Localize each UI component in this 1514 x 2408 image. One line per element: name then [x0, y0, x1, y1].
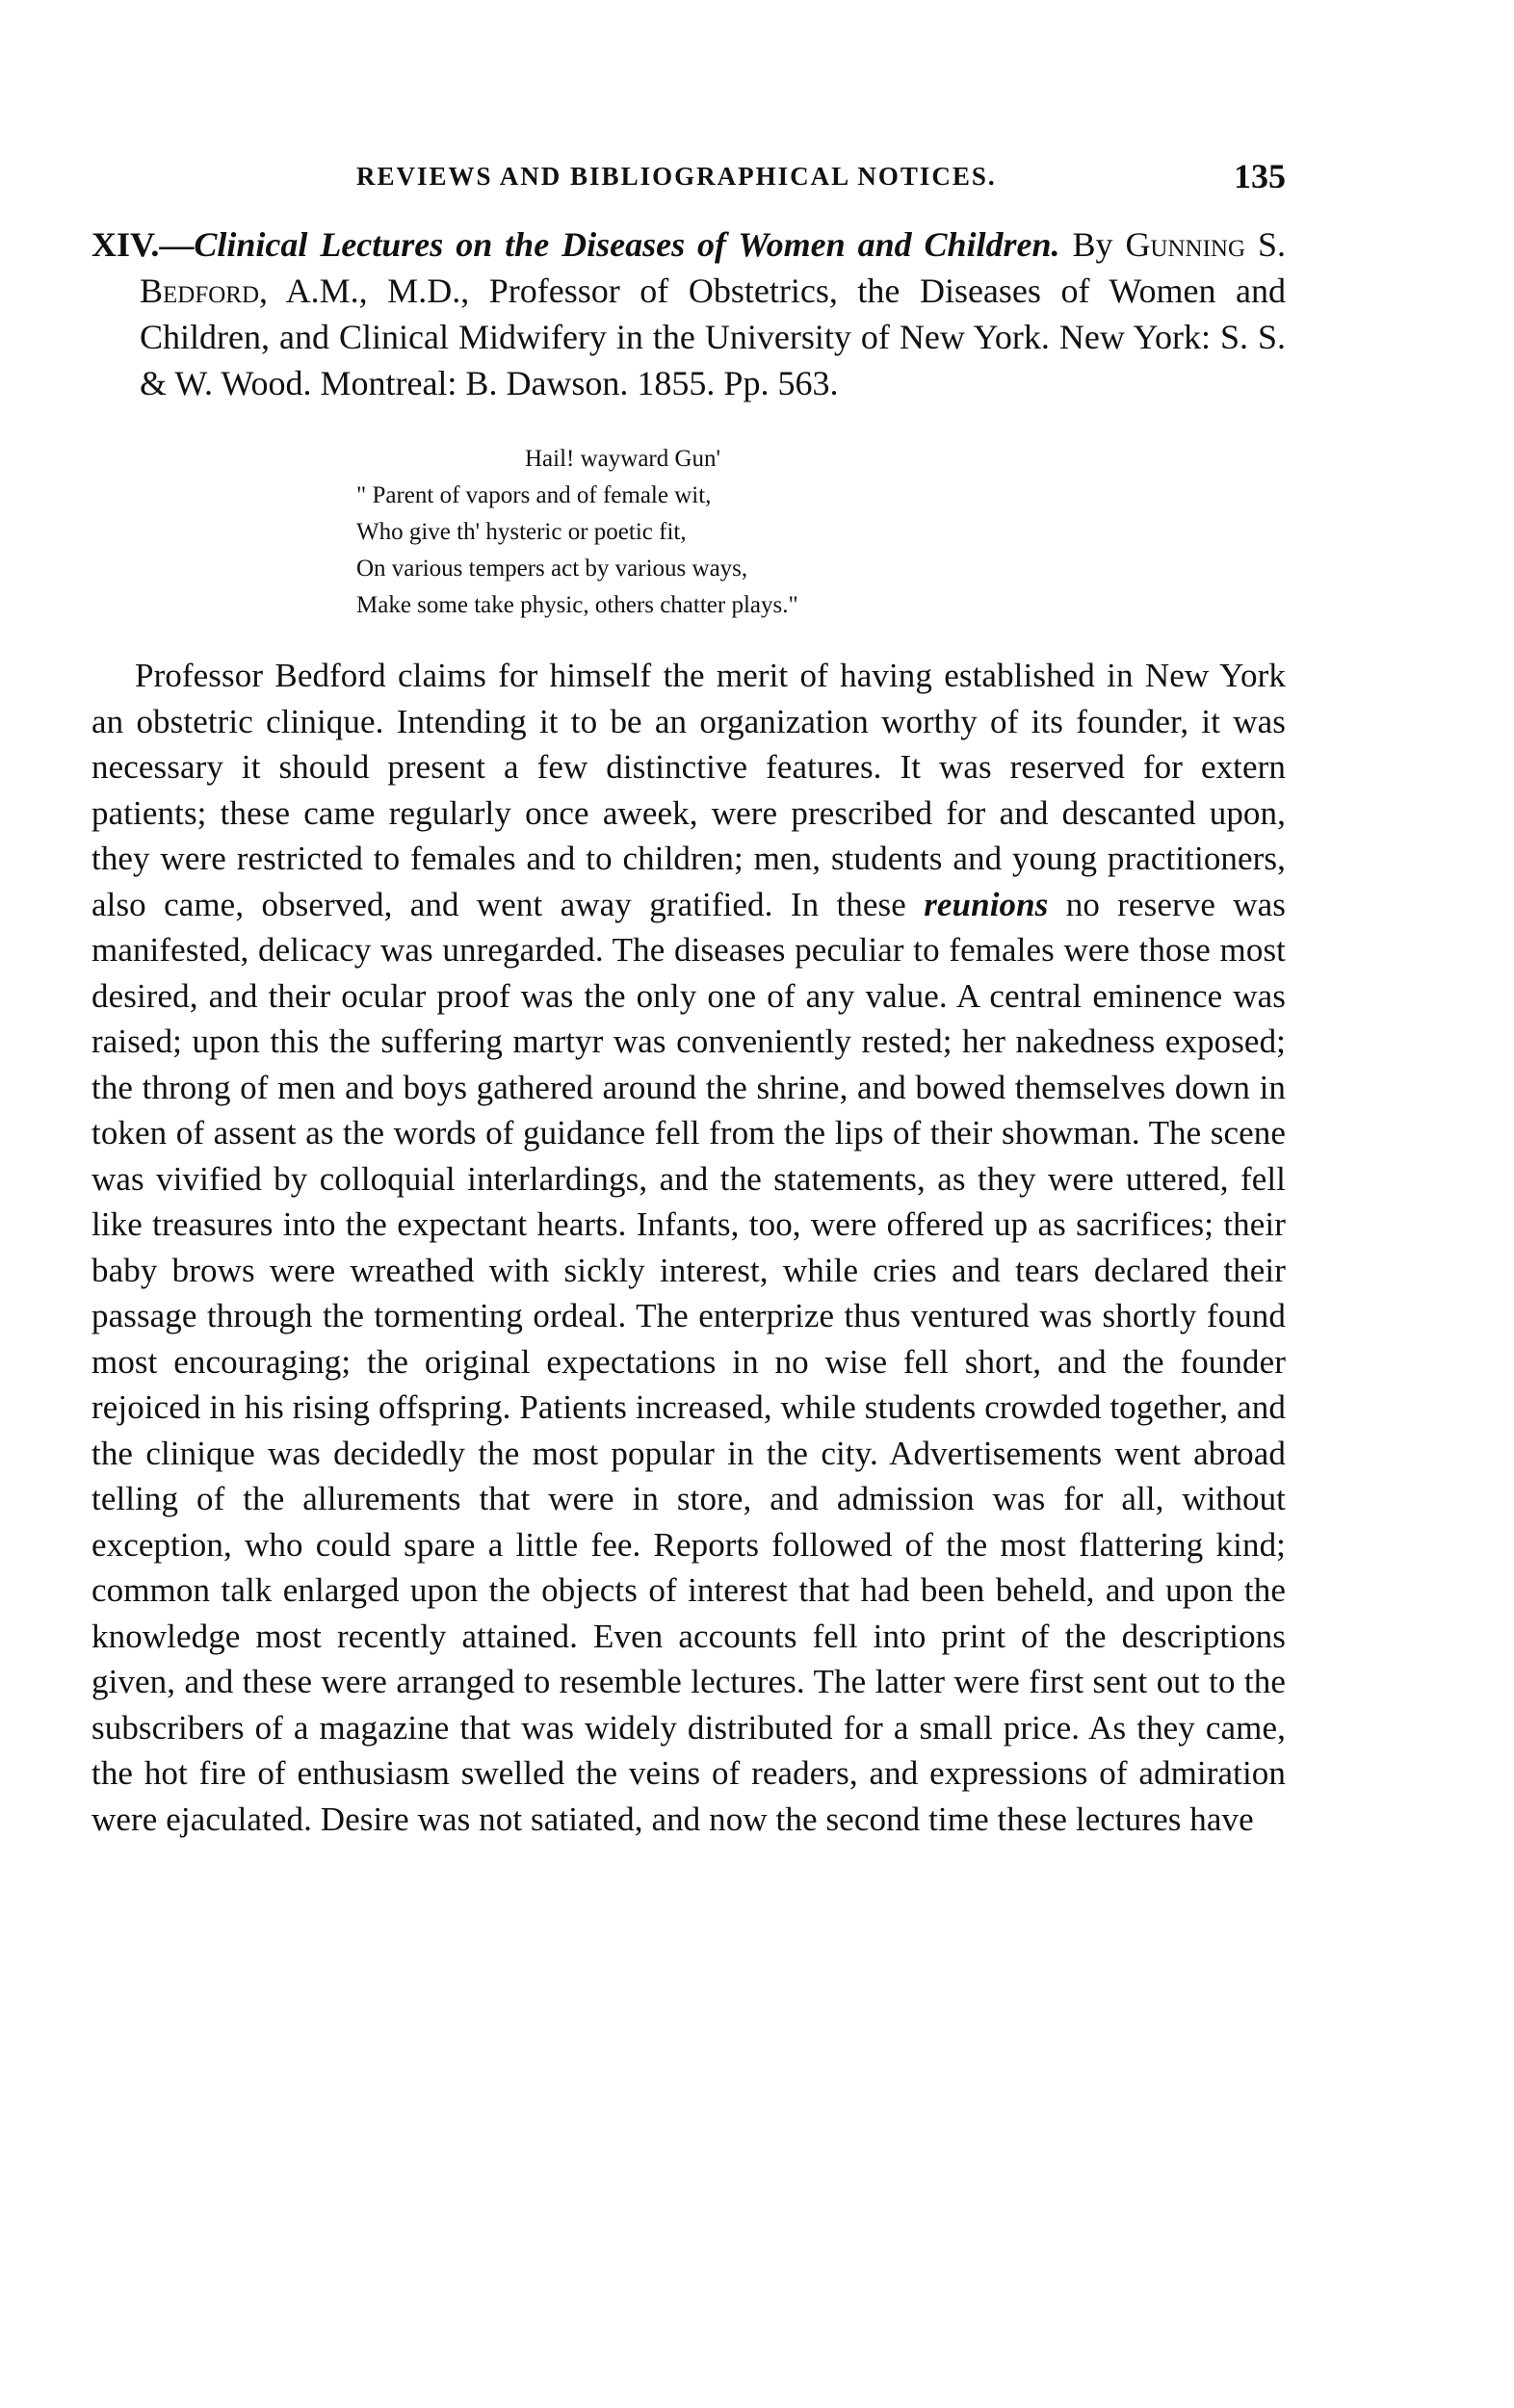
- body-paragraph: [91, 653, 1286, 1842]
- epigraph-line: Who give th' hysteric or poetic fit,: [356, 519, 687, 545]
- author-credentials: , A.M., M.D., Professor of Obstetrics, the Diseases of Women and Children, and Clinical Midwifery in the University of New York. New York: S. S. & W. Wood. Montreal: B. Dawson. 1855. Pp. 563.: [140, 272, 1286, 402]
- body-text-part-2: no reserve was manifested, delicacy was unregarded. The diseases peculiar to females were those most desired, and their ocular proof was the only one of any value. A central eminence was raised; upon this the suffering martyr was conveniently rested; her nakedness exposed; the throng of men and boys gathered around the shrine, and bowed themselves down in token of assent as the words of guidance fell from the lips of their showman. The scene was vivified by colloquial interlardings, and the statements, as they were uttered, fell like treasures into the expectant hearts. Infants, too, were offered up as sacrifices; their baby brows were wreathed with sickly interest, while cries and tears declared their passage through the tormenting ordeal. The enterprize thus ventured was shortly found most encouraging; the original expectations in no wise fell short, and the founder rejoiced in his rising offspring. Patients increased, while students crowded together, and the clinique was decidedly the most popular in the city. Advertisements went abroad telling of the allurements that were in store, and admission was for all, without exception, who could spare a little fee. Reports followed of the most flattering kind; common talk enlarged upon the objects of interest that had been beheld, and upon the knowledge most recently attained. Even accounts fell into print of the descriptions given, and these were arranged to resemble lectures. The latter were first sent out to the subscribers of a magazine that was widely distributed for a small price. As they came, the hot fire of enthusiasm swelled the veins of readers, and expressions of admiration were ejaculated. Desire was not satiated, and now the second time these lectures have: [91, 885, 1286, 1838]
- running-title: REVIEWS AND BIBLIOGRAPHICAL NOTICES.: [356, 162, 997, 191]
- page-number: 135: [1234, 157, 1286, 195]
- author-name: Gunning S. Bedford: [140, 225, 1286, 310]
- epigraph-line: On various tempers act by various ways,: [356, 556, 748, 582]
- book-page: [91, 135, 1286, 1876]
- epigraph-line: Hail! wayward Gun': [525, 446, 721, 472]
- entry-number: XIV.—: [91, 225, 195, 264]
- by-word: By: [1059, 225, 1126, 264]
- epigraph: [356, 441, 1286, 624]
- book-title: Clinical Lectures on the Diseases of Women and Children.: [194, 225, 1060, 264]
- italic-reunions: reunions: [924, 885, 1049, 923]
- epigraph-line: Make some take physic, others chatter plays.": [356, 592, 798, 618]
- running-head: [91, 135, 1286, 193]
- epigraph-line: " Parent of vapors and of female wit,: [356, 482, 712, 508]
- body-text-part-1: Professor Bedford claims for himself the merit of having established in New York an obstetric clinique. Intending it to be an organization worthy of its founder, it was necessary it should present a few distinctive features. It was reserved for extern patients; these came regularly once aweek, were prescribed for and descanted upon, they were restricted to females and to children; men, students and young practitioners, also came, observed, and went away gratified. In these: [91, 657, 1286, 923]
- review-citation: [91, 221, 1286, 406]
